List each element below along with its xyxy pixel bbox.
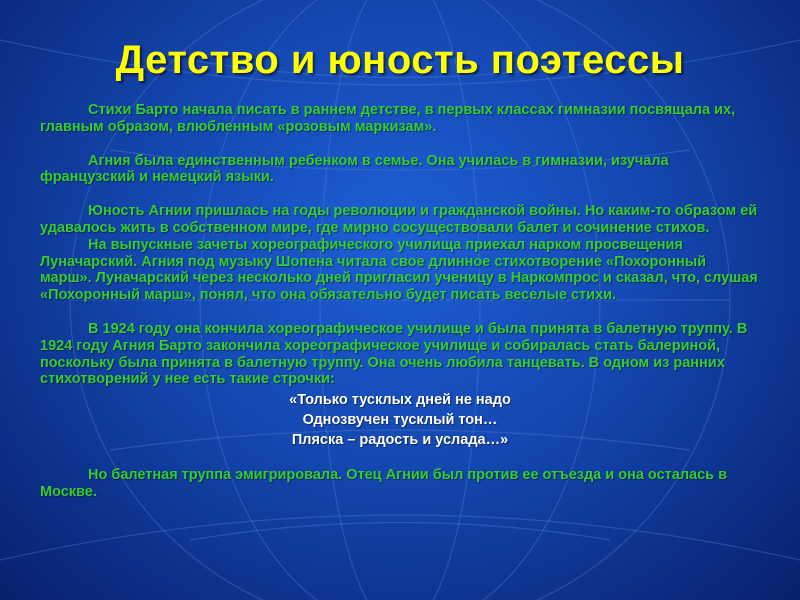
- paragraph: В 1924 году она кончила хореографическое училище и была принята в балетную труппу. В 1924 году Агния Барто закончила хореографическое училище и собиралась стать балериной, поскольку была принята в балетную труппу. Она очень любила танцевать. В одном из ранних стихотворений у нее есть такие строчки:: [40, 320, 748, 388]
- slide-title: Детство и юность поэтессы: [115, 38, 685, 82]
- quote-line: Однозвучен тусклый тон…: [302, 412, 498, 429]
- paragraph: Агния была единственным ребенком в семье. Она училась в гимназии, изучала французский и немецкий языки.: [40, 152, 669, 186]
- slide-body: [40, 102, 760, 501]
- quote-line: Пляска – радость и услада…»: [291, 432, 509, 449]
- quote-line: «Только тусклых дней не надо: [289, 392, 511, 409]
- poem-quote: [40, 390, 760, 450]
- paragraph: На выпускные зачеты хореографического училища приехал нарком просвещения Луначарский. Агния под музыку Шопена читала свое длинное стихотворение «Похоронный марш». Луначарский через несколько дней пригласил ученицу в Наркомпрос и сказал, что, слушая «Похоронный марш», понял, что она обязательно будет писать веселые стихи.: [40, 236, 758, 304]
- paragraph: Юность Агнии пришлась на годы революции и гражданской войны. Но каким-то образом ей удавалось жить в собственном мире, где мирно сосуществовали балет и сочинение стихов.: [40, 203, 758, 236]
- paragraph: Стихи Барто начала писать в раннем детстве, в первых классах гимназии посвящала их, главным образом, влюбленным «розовым маркизам».: [40, 102, 736, 135]
- paragraph: Но балетная труппа эмигрировала. Отец Агнии был против ее отъезда и она осталась в Москве.: [40, 467, 728, 500]
